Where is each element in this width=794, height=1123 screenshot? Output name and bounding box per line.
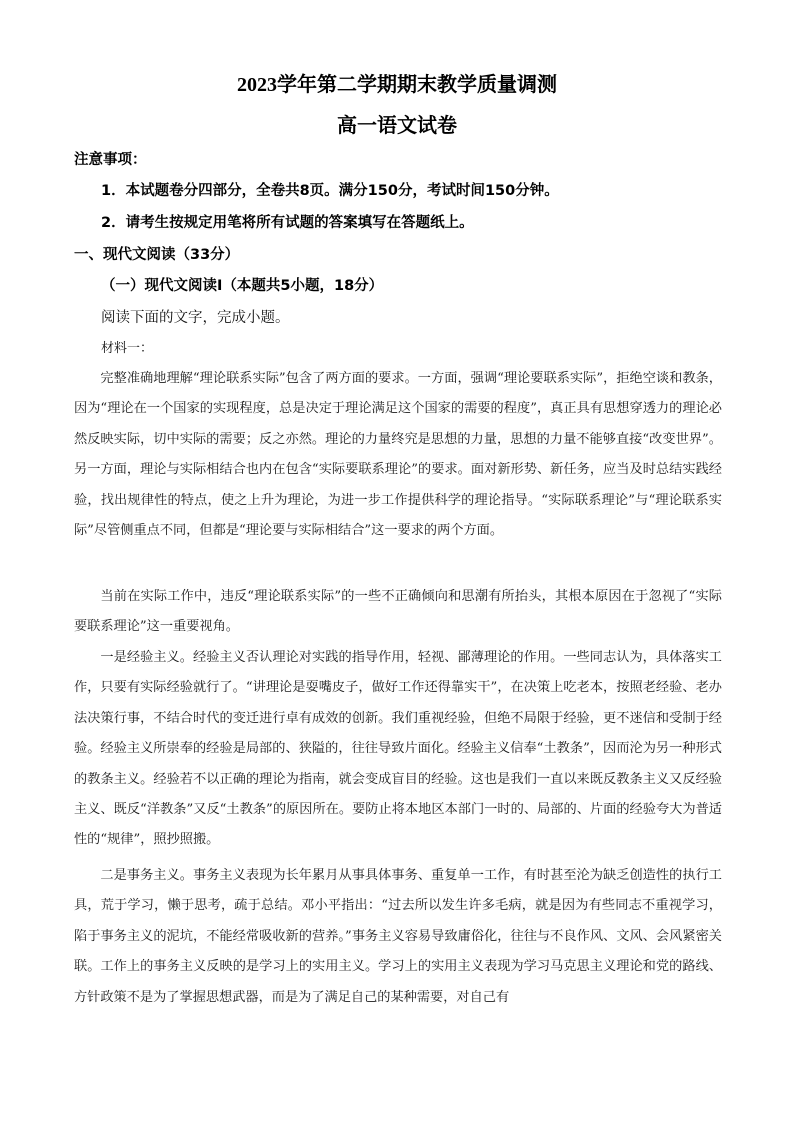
notice-label: 注意事项： [74,152,147,168]
notice-item: 2．请考生按规定用笔将所有试题的答案填写在答题纸上。 [101,215,474,231]
reading-instruction: 阅读下面的文字，完成小题。 [101,310,290,326]
subsection-heading: （一）现代文阅读Ⅰ（本题共5小题，18分） [101,278,384,294]
notice-item: 1．本试题卷分四部分，全卷共8页。满分150分，考试时间150分钟。 [101,183,559,199]
body-paragraph: 二是事务主义。事务主义表现为长年累月从事具体事务、重复单一工作，有时甚至沦为缺乏创造性的执行工具，荒于学习，懒于思考，疏于总结。邓小平指出：“过去所以发生许多毛病，就是因为有些同志不重视学习，陷于事务主义的泥坑，不能经常吸收新的营养。”事务主义容易导致庸俗化，往往与不良作风、文风、会风紧密关联。工作上的事务主义反映的是学习上的实用主义。学习上的实用主义表现为学习马克思主义理论和党的路线、方针政策不是为了掌握思想武器，而是为了满足自己的某种需要，对自己有 [74,868,722,1005]
section-heading: 一、现代文阅读（33分） [74,247,240,263]
body-paragraph: 当前在实际工作中，违反“理论联系实际”的一些不正确倾向和思潮有所抬头，其根本原因在于忽视了“实际要联系理论”这一重要视角。 [74,589,722,635]
exam-subtitle: 高一语文试卷 [337,115,457,137]
exam-title: 2023学年第二学期期末教学质量调测 [237,74,557,96]
material-label: 材料一： [101,341,154,356]
body-paragraph: 完整准确地理解“理论联系实际”包含了两方面的要求。一方面，强调“理论要联系实际”，拒绝空谈和教条，因为“理论在一个国家的实现程度，总是决定于理论满足这个国家的需要的程度”，真正具有思想穿透力的理论必然反映实际，切中实际的需要；反之亦然。理论的力量终究是思想的力量，思想的力量不能够直接“改变世界”。另一方面，理论与实际相结合也内在包含“实际要联系理论”的要求。面对新形势、新任务，应当及时总结实践经验，找出规律性的特点，使之上升为理论，为进一步工作提供科学的理论指导。“实际联系理论”与“理论联系实际”尽管侧重点不同，但都是“理论要与实际相结合”这一要求的两个方面。 [74,371,722,539]
body-paragraph: 一是经验主义。经验主义否认理论对实践的指导作用，轻视、鄙薄理论的作用。一些同志认为，具体落实工作，只要有实际经验就行了。“讲理论是耍嘴皮子，做好工作还得靠实干”，在决策上吃老本，按照老经验、老办法决策行事，不结合时代的变迁进行卓有成效的创新。我们重视经验，但绝不局限于经验，更不迷信和受制于经验。经验主义所崇奉的经验是局部的、狭隘的，往往导致片面化。经验主义信奉“土教条”，因而沦为另一种形式的教条主义。经验若不以正确的理论为指南，就会变成盲目的经验。这也是我们一直以来既反教条主义又反经验主义、既反“洋教条”又反“土教条”的原因所在。要防止将本地区本部门一时的、局部的、片面的经验夸大为普适性的“规律”，照抄照搬。 [74,650,722,848]
